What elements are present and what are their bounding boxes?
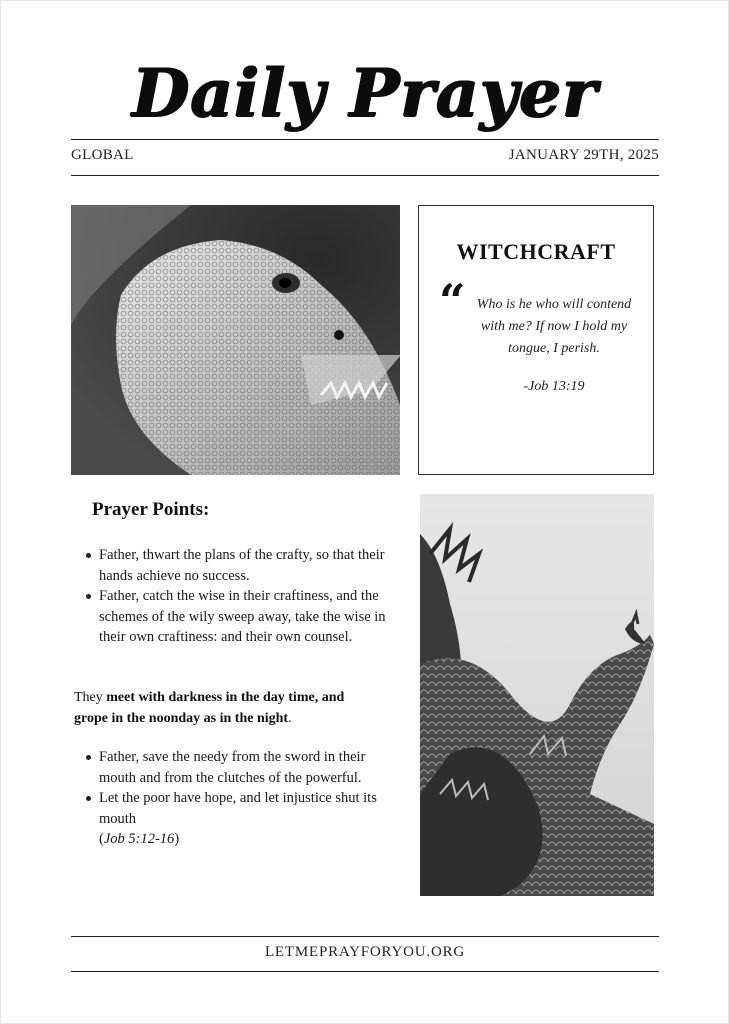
citation-open: ( — [99, 831, 104, 847]
date-label: JANUARY 29TH, 2025 — [508, 147, 659, 163]
masthead-title: Daily Prayer — [132, 54, 598, 132]
list-item: Father, thwart the plans of the crafty, so that their hands achieve no success. — [99, 545, 404, 586]
scripture-paragraph — [74, 687, 374, 729]
scripture-citation — [99, 829, 404, 850]
quote-title: WITCHCRAFT — [456, 239, 616, 264]
footer-site: LETMEPRAYFORYOU.ORG — [264, 944, 466, 960]
citation-close: ) — [174, 831, 180, 847]
footer-rule-top — [71, 936, 659, 937]
citation-ref: Job 5:12-16 — [103, 831, 175, 847]
quote-text: Who is he who will contend with me? If now I hold my tongue, I perish. — [476, 297, 632, 356]
list-item: Father, catch the wise in their craftiness, and the schemes of the wily sweep away, take the wise in their own craftiness: and their own counsel. — [99, 586, 404, 648]
quote-reference: -Job 13:19 — [523, 379, 585, 394]
quote-box — [418, 205, 654, 475]
footer-rule-bottom — [71, 971, 659, 972]
header-rule-bottom — [71, 175, 659, 176]
bearded-dragon-photo — [71, 205, 400, 475]
prayer-points-list-2 — [81, 747, 404, 850]
list-item: Father, save the needy from the sword in their mouth and from the clutches of the powerful. — [99, 747, 404, 788]
dateline — [71, 147, 659, 167]
paragraph-lead: They — [74, 690, 107, 705]
list-item: Let the poor have hope, and let injustice shut its mouth — [99, 788, 404, 829]
dragon-statue-photo — [420, 494, 654, 896]
prayer-points-heading: Prayer Points: — [92, 499, 210, 520]
region-label: GLOBAL — [71, 147, 134, 163]
header-rule-top — [71, 139, 659, 140]
prayer-points-list-1 — [81, 545, 404, 648]
quote-mark-icon: “ — [439, 274, 466, 328]
paragraph-bold: meet with darkness in the day time, and grope in the noonday as in the night — [74, 690, 345, 726]
paragraph-tail: . — [288, 711, 292, 726]
